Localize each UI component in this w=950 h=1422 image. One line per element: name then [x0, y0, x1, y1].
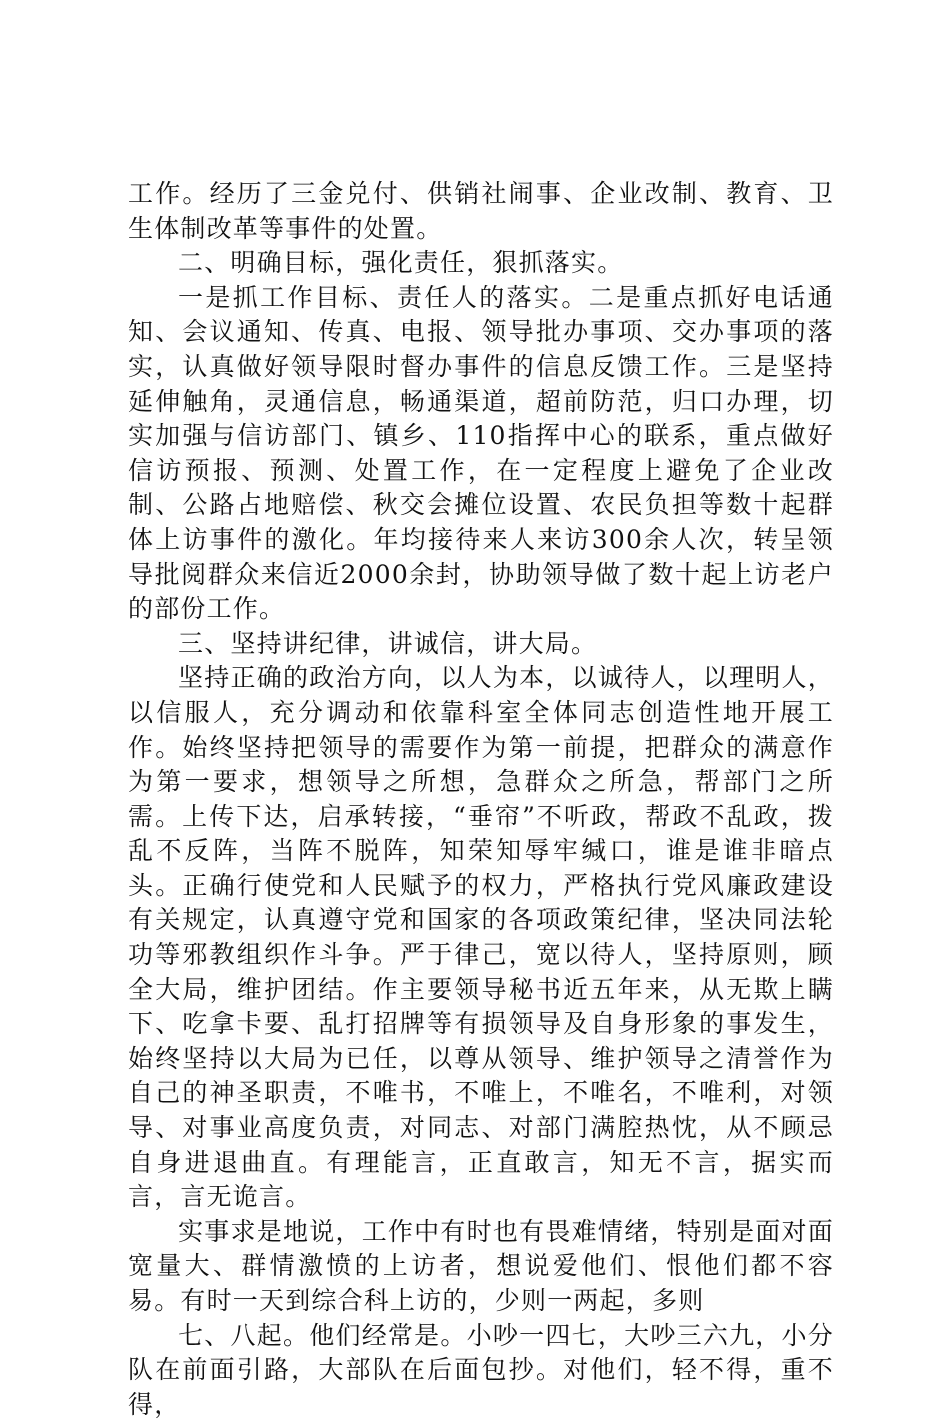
document-body [128, 177, 834, 1422]
paragraph-1: 工作。经历了三金兑付、供销社闹事、企业改制、教育、卫生体制改革等事件的处置。 [128, 179, 834, 243]
section-heading-3: 三、坚持讲纪律，讲诚信，讲大局。 [178, 628, 598, 658]
paragraph-7: 七、八起。他们经常是。小吵一四七，大吵三六九，小分队在前面引路，大部队在后面包抄。对他们，轻不得，重不得， [128, 1320, 834, 1419]
paragraph-5: 坚持正确的政治方向，以人为本，以诚待人，以理明人，以信服人，充分调动和依靠科室全体同志创造性地开展工作。始终坚持把领导的需要作为第一前提，把群众的满意作为第一要求，想领导之所想，急群众之所急，帮部门之所需。上传下达，启承转接，“垂帘”不听政，帮政不乱政，拨乱不反阵，当阵不脱阵，知荣知辱牢缄口，谁是谁非暗点头。正确行使党和人民赋予的权力，严格执行党风廉政建设有关规定，认真遵守党和国家的各项政策纪律，坚决同法轮功等邪教组织作斗争。严于律己，宽以待人，坚持原则，顾全大局，维护团结。作主要领导秘书近五年来，从无欺上瞒下、吃拿卡要、乱打招牌等有损领导及自身形象的事发生，始终坚持以大局为已任，以尊从领导、维护领导之清誉作为自己的神圣职责，不唯书，不唯上，不唯名，不唯利，对领导、对事业高度负责，对同志、对部门满腔热忱，从不顾忌自身进退曲直。有理能言，正直敢言，知无不言，据实而言，言无诡言。 [128, 663, 834, 1212]
section-heading-2: 二、明确目标，强化责任，狠抓落实。 [178, 248, 624, 278]
paragraph-3: 一是抓工作目标、责任人的落实。二是重点抓好电话通知、会议通知、传真、电报、领导批办事项、交办事项的落实，认真做好领导限时督办事件的信息反馈工作。三是坚持延伸触角，灵通信息，畅通渠道，超前防范，归口办理，切实加强与信访部门、镇乡、110指挥中心的联系，重点做好信访预报、预测、处置工作，在一定程度上避免了企业改制、公路占地赔偿、秋交会摊位设置、农民负担等数十起群体上访事件的激化。年均接待来人来访300余人次，转呈领导批阅群众来信近2000余封，协助领导做了数十起上访老户的部份工作。 [128, 282, 834, 624]
paragraph-6: 实事求是地说，工作中有时也有畏难情绪，特别是面对面宽量大、群情激愤的上访者，想说爱他们、恨他们都不容易。有时一天到综合科上访的，少则一两起，多则 [128, 1216, 834, 1315]
